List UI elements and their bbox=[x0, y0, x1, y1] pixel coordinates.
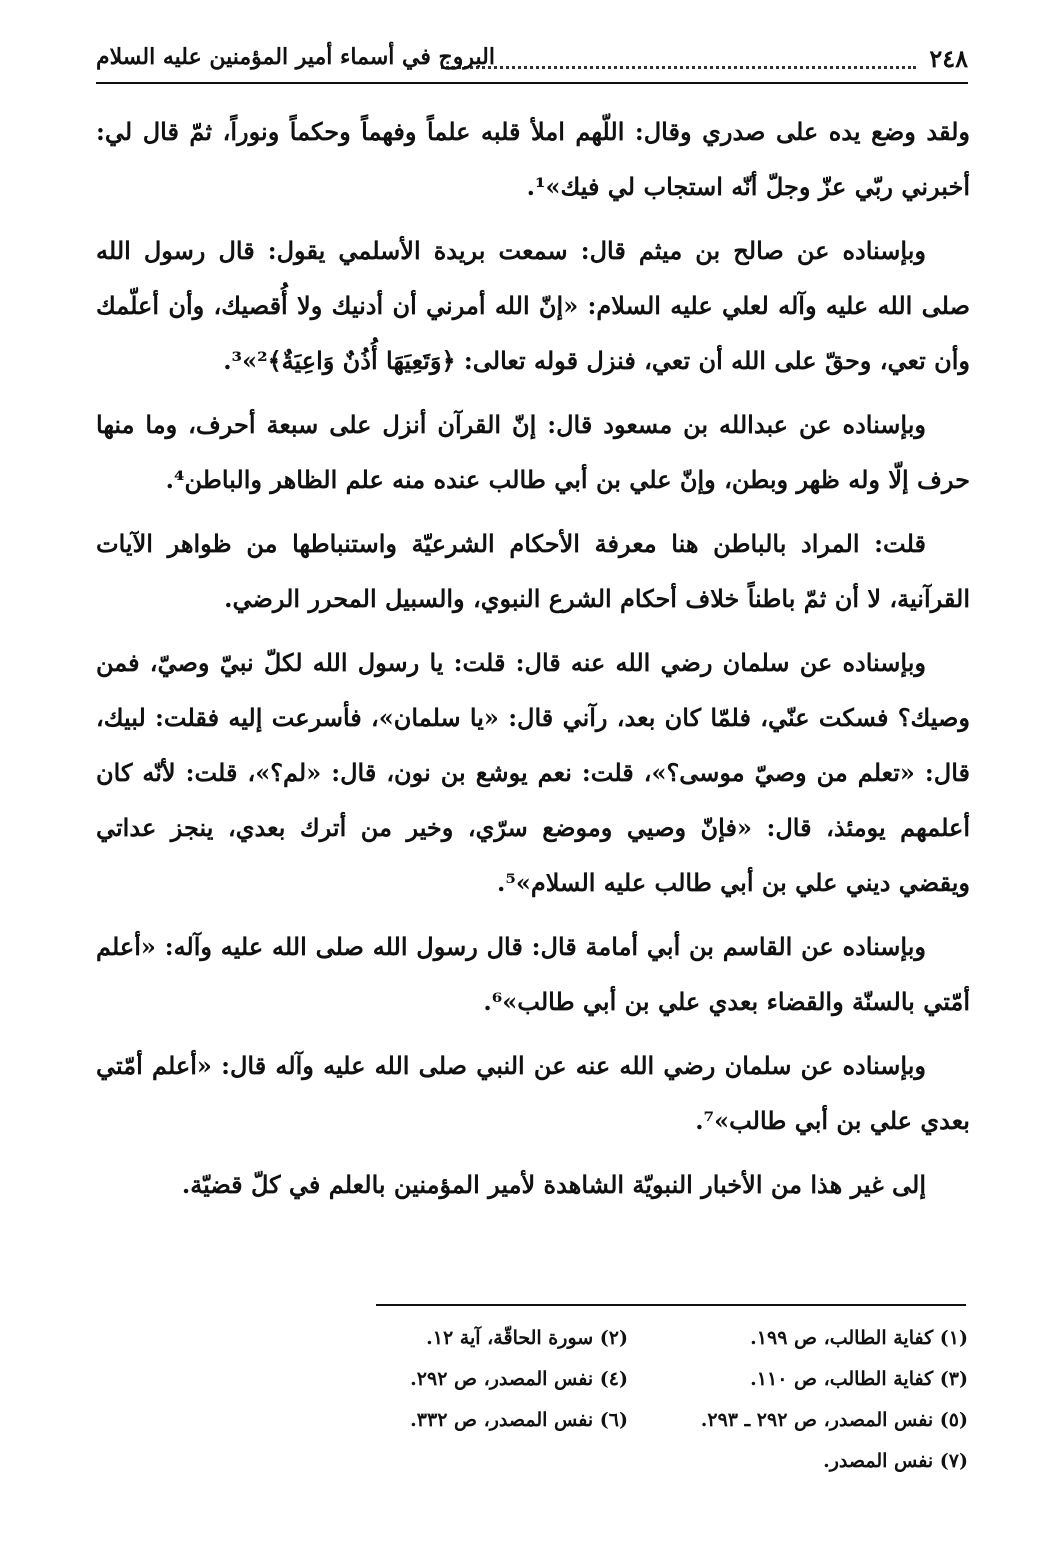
footnote-separator bbox=[376, 1304, 966, 1306]
footnote: (٣) كفاية الطالب، ص ١١٠. bbox=[750, 1368, 968, 1390]
footnote: (٢) سورة الحاقّة، آية ١٢. bbox=[426, 1327, 628, 1349]
footnote: (٧) نفس المصدر. bbox=[823, 1450, 968, 1472]
paragraph: إلى غير هذا من الأخبار النبويّة الشاهدة لأمير المؤمنين بالعلم في كلّ قضيّة. bbox=[181, 1170, 926, 1199]
page-header bbox=[96, 34, 968, 84]
page-number: ٢٤٨ bbox=[929, 44, 968, 73]
paragraph: وبإسناده عن سلمان رضي الله عنه قال: قلت: يا رسول الله لكلّ نبيّ وصيّ، فمن وصيك؟ فسكت عنّي، فلمّا كان بعد، رآني قال: «يا سلمان»، فأسرعت إليه فقلت: لبيك، قال: «تعلم من وصيّ موسى؟»، قلت: نعم يوشع بن نون، قال: «لم؟»، قلت: لأنّه كان أعلمهم يومئذ، قال: «فإنّ وصيي وموضع سرّي، وخير من أترك بعدي، ينجز عداتي ويقضي ديني علي بن أبي طالب عليه السلام»⁵. bbox=[96, 648, 970, 897]
paragraph: وبإسناده عن عبدالله بن مسعود قال: إنّ القرآن أنزل على سبعة أحرف، وما منها حرف إلّا وله ظهر وبطن، وإنّ علي بن أبي طالب عنده منه علم الظاهر والباطن⁴. bbox=[96, 410, 970, 494]
paragraph: وبإسناده عن القاسم بن أبي أمامة قال: قال رسول الله صلى الله عليه وآله: «أعلم أمّتي بالسنّة والقضاء بعدي علي بن أبي طالب»⁶. bbox=[96, 932, 970, 1016]
running-title: البروج في أسماء أمير المؤمنين عليه السلام bbox=[96, 44, 495, 70]
footnote: (٤) نفس المصدر، ص ٢٩٢. bbox=[410, 1368, 628, 1390]
footnotes bbox=[300, 1322, 968, 1477]
footnote: (٦) نفس المصدر، ص ٣٣٢. bbox=[410, 1409, 628, 1431]
footnote: (١) كفاية الطالب، ص ١٩٩. bbox=[750, 1327, 968, 1349]
header-rule bbox=[96, 82, 968, 84]
paragraph: وبإسناده عن سلمان رضي الله عنه عن النبي صلى الله عليه وآله قال: «أعلم أمّتي بعدي علي بن أبي طالب»⁷. bbox=[96, 1051, 970, 1135]
paragraph: وبإسناده عن صالح بن ميثم قال: سمعت بريدة الأسلمي يقول: قال رسول الله صلى الله عليه وآله لعلي عليه السلام: «إنّ الله أمرني أن أدنيك ولا أُقصيك، وأن أعلّمك وأن تعي، وحقّ على الله أن تعي، فنزل قوله تعالى: ﴿وَتَعِيَهَا أُذُنٌ وَاعِيَةٌ﴾²»³. bbox=[96, 236, 970, 375]
paragraph: ولقد وضع يده على صدري وقال: اللّهم املأ قلبه علماً وفهماً وحكماً ونوراً، ثمّ قال لي: أخبرني ربّي عزّ وجلّ أنّه استجاب لي فيك»¹. bbox=[96, 117, 970, 201]
paragraph: قلت: المراد بالباطن هنا معرفة الأحكام الشرعيّة واستنباطها من ظواهر الآيات القرآنية، لا أن ثمّ باطناً خلاف أحكام الشرع النبوي، والسبيل المحرر الرضي. bbox=[96, 529, 970, 613]
header-leader-dots bbox=[441, 66, 916, 69]
main-text bbox=[96, 104, 970, 1221]
footnote: (٥) نفس المصدر، ص ٢٩٢ ـ ٢٩٣. bbox=[700, 1409, 968, 1431]
